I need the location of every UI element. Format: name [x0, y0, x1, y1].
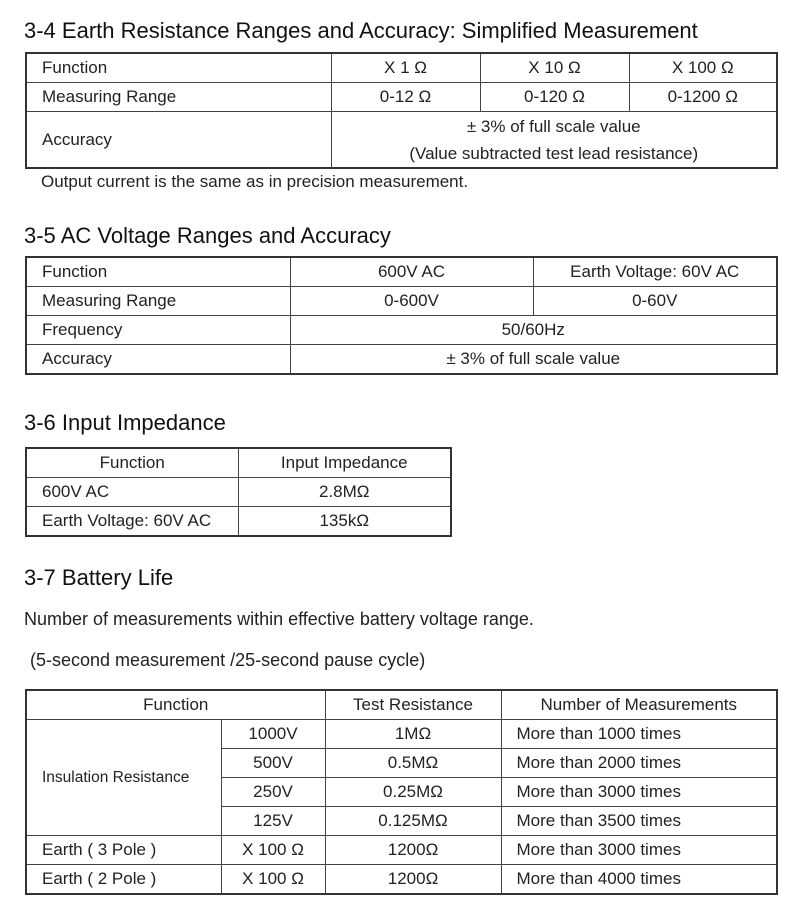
- range: X 100 Ω: [221, 836, 325, 865]
- impedance-function: 600V AC: [26, 478, 238, 507]
- table-row: [26, 257, 777, 287]
- frequency-value: 50/60Hz: [290, 316, 777, 345]
- range: 1000V: [221, 720, 325, 749]
- table-row: [26, 345, 777, 375]
- header-impedance: Input Impedance: [238, 448, 451, 478]
- measurement-count: More than 4000 times: [501, 865, 777, 895]
- test-resistance: 0.5MΩ: [325, 749, 501, 778]
- table-row: [26, 112, 777, 169]
- header-function: Function: [26, 690, 325, 720]
- impedance-value: 135kΩ: [238, 507, 451, 537]
- ac-voltage-table: [25, 256, 778, 375]
- range-600v: 0-600V: [290, 287, 533, 316]
- earth-function: Earth ( 2 Pole ): [26, 865, 221, 895]
- function-label: Function: [26, 53, 331, 83]
- table-row: [26, 53, 777, 83]
- section-title-3-4: 3-4 Earth Resistance Ranges and Accuracy: Simplified Measurement: [24, 18, 698, 43]
- input-impedance-table: [25, 447, 452, 537]
- table-row: [26, 478, 451, 507]
- measuring-range-label: Measuring Range: [26, 83, 331, 112]
- table-row: [26, 448, 451, 478]
- table-row: [26, 836, 777, 865]
- col-earth-voltage: Earth Voltage: 60V AC: [533, 257, 777, 287]
- table-row: [26, 316, 777, 345]
- earth-function: Earth ( 3 Pole ): [26, 836, 221, 865]
- frequency-label: Frequency: [26, 316, 290, 345]
- header-function: Function: [26, 448, 238, 478]
- impedance-value: 2.8MΩ: [238, 478, 451, 507]
- table-row: [26, 720, 777, 749]
- battery-life-table: [25, 689, 778, 895]
- measuring-value: 0-120 Ω: [480, 83, 629, 112]
- earth-resistance-table: [25, 52, 778, 169]
- insulation-resistance-label: Insulation Resistance: [26, 720, 221, 836]
- range: X 100 Ω: [221, 865, 325, 895]
- accuracy-label: Accuracy: [26, 112, 331, 169]
- range: 125V: [221, 807, 325, 836]
- table-row: [26, 690, 777, 720]
- range-60v: 0-60V: [533, 287, 777, 316]
- range-x1: X 1 Ω: [331, 53, 480, 83]
- test-resistance: 0.25MΩ: [325, 778, 501, 807]
- header-number-of-measurements: Number of Measurements: [501, 690, 777, 720]
- table-row: [26, 507, 451, 537]
- measurement-count: More than 3000 times: [501, 836, 777, 865]
- measurement-count: More than 3000 times: [501, 778, 777, 807]
- accuracy-cell: [331, 112, 777, 169]
- col-600v-ac: 600V AC: [290, 257, 533, 287]
- measurement-count: More than 1000 times: [501, 720, 777, 749]
- table-row: [26, 865, 777, 895]
- test-resistance: 1200Ω: [325, 865, 501, 895]
- table-row: [26, 83, 777, 112]
- header-test-resistance: Test Resistance: [325, 690, 501, 720]
- range: 250V: [221, 778, 325, 807]
- measuring-value: 0-12 Ω: [331, 83, 480, 112]
- section-title-3-5: 3-5 AC Voltage Ranges and Accuracy: [24, 223, 391, 248]
- range: 500V: [221, 749, 325, 778]
- range-x10: X 10 Ω: [480, 53, 629, 83]
- accuracy-value: ± 3% of full scale value: [290, 345, 777, 375]
- range-x100: X 100 Ω: [629, 53, 777, 83]
- accuracy-line-1: ± 3% of full scale value: [466, 116, 641, 136]
- section-title-3-6: 3-6 Input Impedance: [24, 410, 226, 435]
- output-current-note: Output current is the same as in precision measurement.: [41, 172, 469, 191]
- measuring-value: 0-1200 Ω: [629, 83, 777, 112]
- impedance-function: Earth Voltage: 60V AC: [26, 507, 238, 537]
- accuracy-label: Accuracy: [26, 345, 290, 375]
- measurement-count: More than 2000 times: [501, 749, 777, 778]
- measuring-range-label: Measuring Range: [26, 287, 290, 316]
- battery-life-cycle: (5-second measurement /25-second pause cycle): [30, 650, 426, 670]
- test-resistance: 1MΩ: [325, 720, 501, 749]
- function-label: Function: [26, 257, 290, 287]
- accuracy-line-2: (Value subtracted test lead resistance): [409, 143, 699, 163]
- test-resistance: 0.125MΩ: [325, 807, 501, 836]
- test-resistance: 1200Ω: [325, 836, 501, 865]
- battery-life-description: Number of measurements within effective battery voltage range.: [24, 609, 534, 629]
- table-row: [26, 287, 777, 316]
- section-title-3-7: 3-7 Battery Life: [24, 565, 174, 590]
- measurement-count: More than 3500 times: [501, 807, 777, 836]
